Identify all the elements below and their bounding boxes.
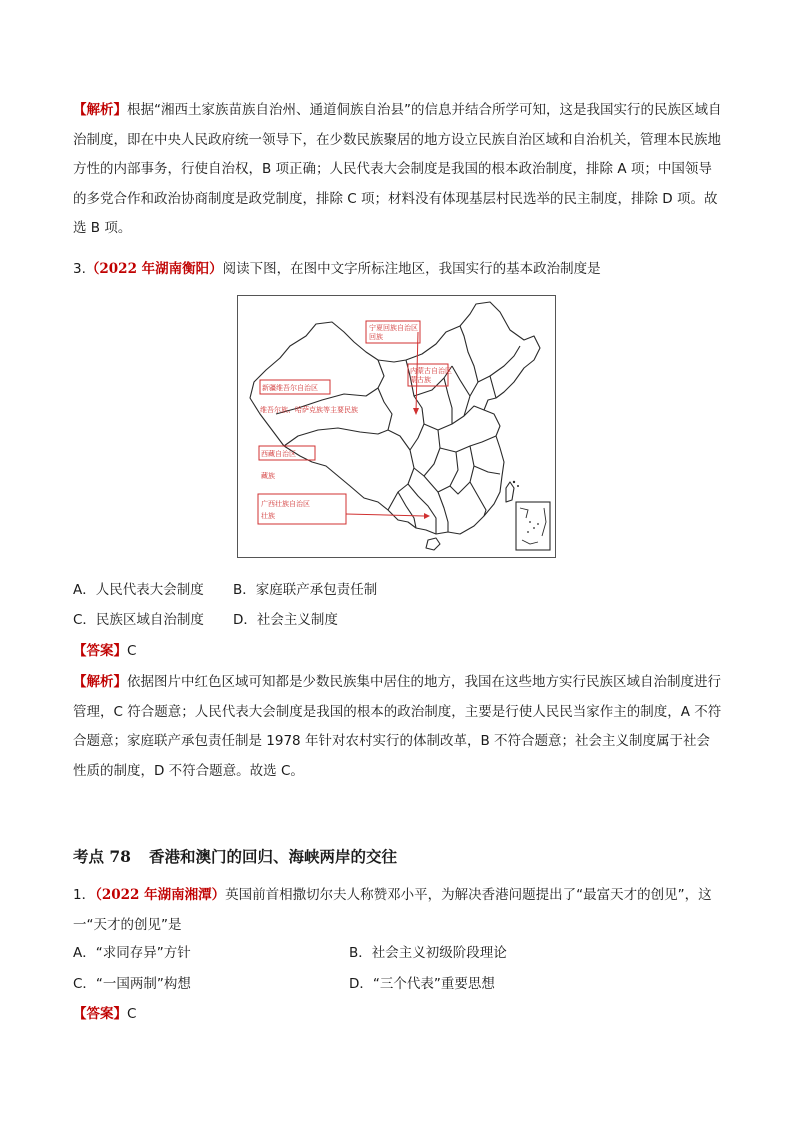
question-source: （2022 年湖南湘潭） xyxy=(95,887,226,903)
china-map-figure xyxy=(237,295,556,558)
annotation-boxes xyxy=(258,321,448,524)
section-number: 考点 78 xyxy=(73,847,131,866)
question-text: 英国前首相撒切尔夫人称赞邓小平，为解决香港问题提出了“最富天才的创见”，这一“天才的创见”是 xyxy=(73,887,712,933)
option-a: A．人民代表大会制度 xyxy=(73,582,204,598)
label-neimenggu-people: 蒙古族 xyxy=(410,376,431,384)
label-ningxia-people: 回族 xyxy=(369,333,383,341)
q3-answer xyxy=(73,641,136,661)
question-text: 阅读下图，在图中文字所标注地区，我国实行的基本政治制度是 xyxy=(222,261,601,277)
question-source: （2022 年湖南衡阳） xyxy=(85,261,223,277)
analysis-tag: 【解析】 xyxy=(73,102,127,118)
label-neimenggu: 内蒙古自治区 xyxy=(410,367,452,375)
section-heading xyxy=(73,845,397,867)
question-number: 1． xyxy=(73,887,96,903)
label-ningxia: 宁夏回族自治区 xyxy=(369,324,418,332)
option-d: D．“三个代表”重要思想 xyxy=(349,976,495,992)
answer-value: C xyxy=(127,643,137,659)
answer-tag: 【答案】 xyxy=(73,1006,127,1022)
label-guangxi: 广西壮族自治区 xyxy=(261,500,310,508)
label-guangxi-people: 壮族 xyxy=(261,512,275,520)
label-xinjiang: 新疆维吾尔自治区 xyxy=(262,384,318,392)
analysis-text: 根据“湘西土家族苗族自治州、通道侗族自治县”的信息并结合所学可知，这是我国实行的民族区域自治制度，即在中央人民政府统一领导下，在少数民族聚居的地方设立民族自治区域和自治机关，管理本民族地方性的内部事务，行使自治权，B 项正确；人民代表大会制度是我国的根本政治制度，排除 A 项；中国领导的多党合作和政治协商制度是政党制度，排除 C 项；材料没有体现基层村民选举的民主制度，排除 D 项。故选 B 项。 xyxy=(73,102,722,237)
q2-analysis xyxy=(73,96,723,244)
china-outline xyxy=(250,302,540,550)
option-c: C．民族区域自治制度 xyxy=(73,612,204,628)
option-c: C．“一国两制”构想 xyxy=(73,976,191,992)
question-number: 3. xyxy=(73,261,86,277)
islands xyxy=(513,481,519,487)
s78-question-1-stem xyxy=(73,880,723,940)
option-d: D．社会主义制度 xyxy=(233,612,338,628)
analysis-text: 依据图片中红色区域可知都是少数民族集中居住的地方，我国在这些地方实行民族区域自治制度进行管理，C 符合题意；人民代表大会制度是我国的根本的政治制度，主要是行使人民民当家作主的制度，A 不符合题意；家庭联产承包责任制是 1978 年针对农村实行的体制改革，B 不符合题意；社会主义制度属于社会性质的制度，D 不符合题意。故选 C。 xyxy=(73,674,722,779)
option-b: B．家庭联产承包责任制 xyxy=(233,582,378,598)
label-xizang-people: 藏族 xyxy=(261,472,275,480)
china-map xyxy=(238,296,555,557)
label-xinjiang-people: 维吾尔族、哈萨克族等主要民族 xyxy=(260,406,358,414)
section-title: 香港和澳门的回归、海峡两岸的交往 xyxy=(148,847,397,866)
q3-analysis xyxy=(73,668,723,786)
label-xizang: 西藏自治区 xyxy=(261,450,296,458)
answer-tag: 【答案】 xyxy=(73,643,127,659)
question-3-stem xyxy=(73,259,601,279)
option-b: B．社会主义初级阶段理论 xyxy=(349,945,507,961)
answer-value: C xyxy=(127,1006,137,1022)
option-a: A．“求同存异”方针 xyxy=(73,945,191,961)
analysis-tag: 【解析】 xyxy=(73,674,127,690)
s78-q1-answer xyxy=(73,1004,136,1024)
